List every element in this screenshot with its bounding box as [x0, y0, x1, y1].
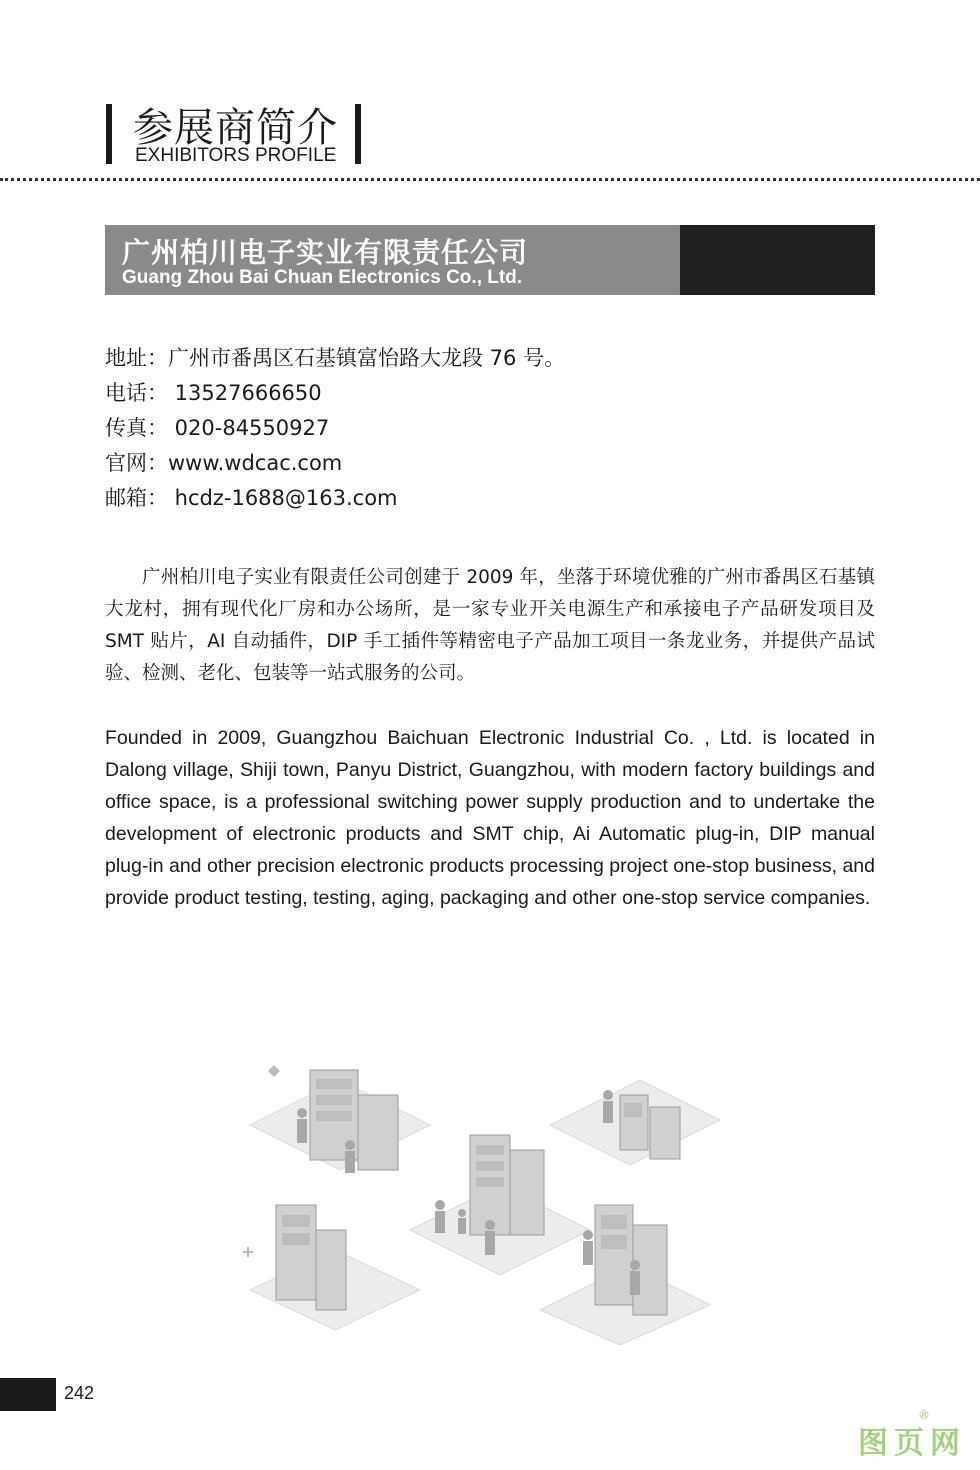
page-number: 242 — [64, 1383, 95, 1403]
contact-list — [105, 343, 565, 518]
section-title-cn: 参展商简介 — [133, 105, 338, 151]
page-number-block — [0, 1378, 56, 1411]
contact-email — [105, 483, 565, 518]
contact-address — [105, 343, 565, 378]
dotted-divider — [0, 178, 980, 181]
contact-phone — [105, 378, 565, 413]
contact-label: 传真： — [105, 416, 168, 440]
contact-value: hcdz-1688@163.com — [168, 486, 398, 510]
header-right-bar — [355, 104, 361, 164]
contact-value: 13527666650 — [168, 381, 322, 405]
header-left-bar — [106, 104, 112, 164]
contact-label: 地址： — [105, 346, 168, 370]
description-cn: 广州柏川电子实业有限责任公司创建于 2009 年，坐落于环境优雅的广州市番禺区石基镇大龙村，拥有现代化厂房和办公场所，是一家专业开关电源生产和承接电子产品研发项目及 SMT 贴片，AI 自动插件，DIP 手工插件等精密电子产品加工项目一条龙业务，并提供产品试验、检测、老化、包装等一站式服务的公司。 — [105, 567, 875, 684]
contact-label: 官网： — [105, 451, 168, 475]
description-en: Founded in 2009, Guangzhou Baichuan Electronic Industrial Co. , Ltd. is located in Dalong village, Shiji town, Panyu District, Guangzhou, with modern factory buildings and office space, is a professional switching power supply production and to undertake the development of electronic products and SMT chip, Ai Automatic plug-in, DIP manual plug-in and other precision electronic products processing project one-stop business, and provide product testing, testing, aging, packaging and other one-stop service companies. — [105, 727, 875, 909]
watermark-logo: 图页网 — [858, 1426, 966, 1461]
company-name-en: Guang Zhou Bai Chuan Electronics Co., Ltd. — [122, 267, 523, 288]
registered-mark: ® — [918, 1408, 930, 1422]
company-name-cn: 广州柏川电子实业有限责任公司 — [122, 236, 529, 269]
contact-website — [105, 448, 565, 483]
contact-value: 广州市番禺区石基镇富怡路大龙段 76 号。 — [168, 346, 566, 370]
vending-machines-illustration — [240, 1055, 720, 1345]
company-banner — [105, 225, 875, 295]
contact-fax — [105, 413, 565, 448]
contact-label: 邮箱： — [105, 486, 168, 510]
contact-value: www.wdcac.com — [168, 451, 343, 475]
contact-label: 电话： — [105, 381, 168, 405]
contact-value: 020-84550927 — [168, 416, 330, 440]
banner-dark-block — [680, 225, 875, 295]
section-title-en: EXHIBITORS PROFILE — [135, 145, 337, 166]
